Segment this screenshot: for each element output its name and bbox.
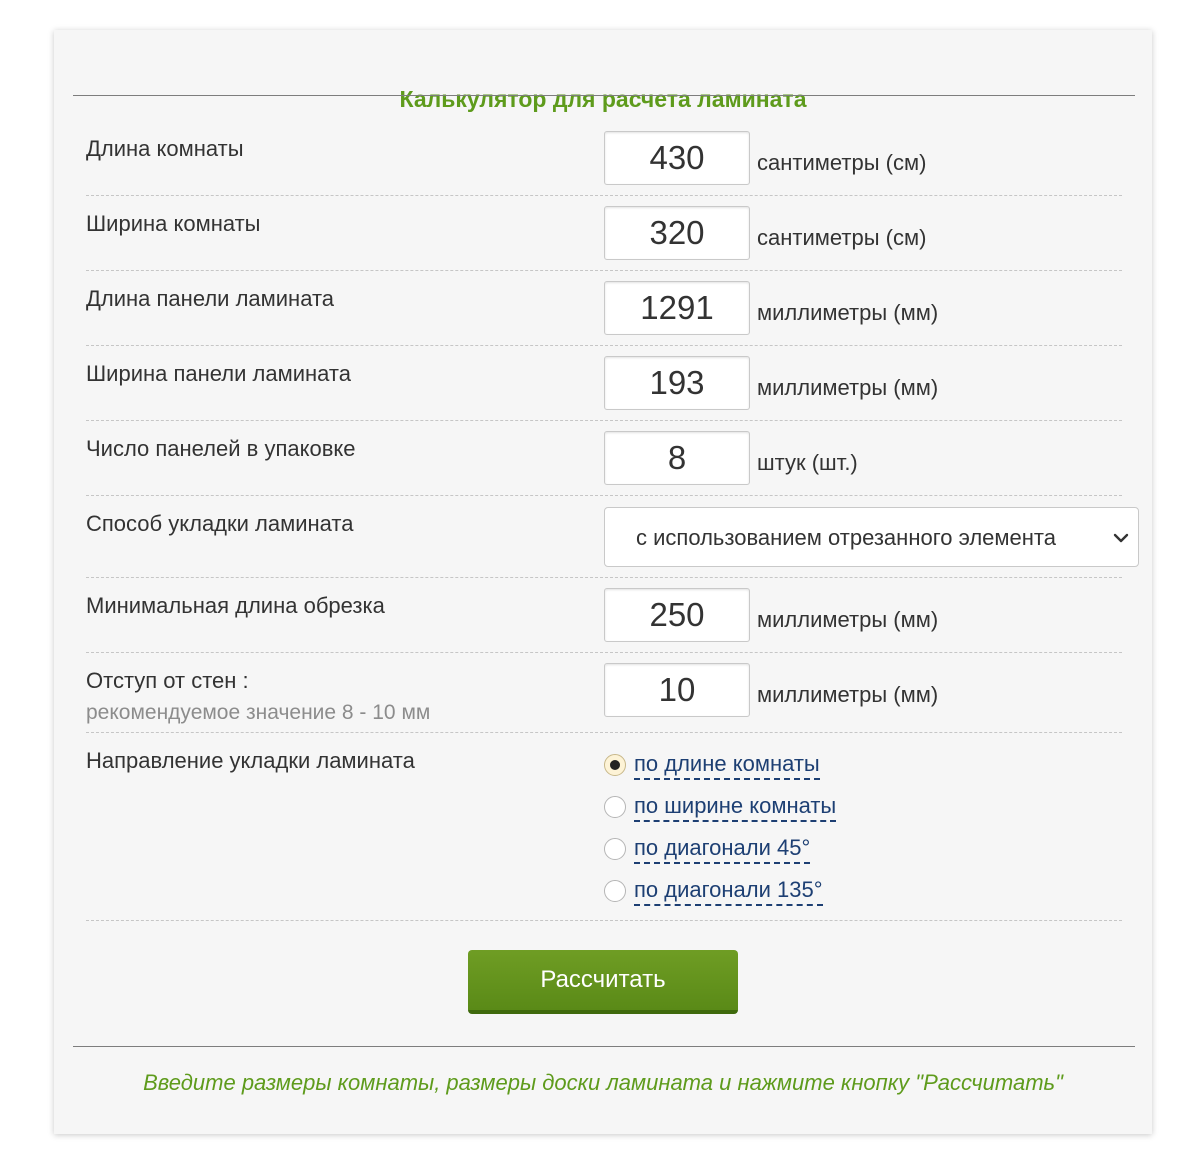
wall-offset-label: Отступ от стен :	[86, 668, 249, 693]
row-panel-width	[86, 350, 1122, 421]
wall-offset-unit: миллиметры (мм)	[757, 682, 939, 707]
row-room-width	[86, 200, 1122, 271]
row-direction	[86, 737, 1122, 921]
min-cut-input[interactable]	[604, 588, 750, 642]
panel-length-label: Длина панели ламината	[86, 286, 335, 311]
radio-label-along-length[interactable]: по длине комнаты	[634, 751, 820, 780]
radio-button-checked[interactable]	[604, 754, 626, 776]
chevron-down-icon	[1112, 529, 1130, 547]
layout-method-select[interactable]	[604, 507, 1139, 567]
calculator-card	[54, 30, 1152, 1134]
radio-label-along-width[interactable]: по ширине комнаты	[634, 793, 836, 822]
panel-length-unit: миллиметры (мм)	[757, 300, 939, 325]
panels-per-pack-unit: штук (шт.)	[757, 450, 858, 475]
room-length-input[interactable]	[604, 131, 750, 185]
room-width-input[interactable]	[604, 206, 750, 260]
wall-offset-input[interactable]	[604, 663, 750, 717]
panels-per-pack-label: Число панелей в упаковке	[86, 436, 356, 461]
min-cut-label: Минимальная длина обрезка	[86, 593, 385, 618]
footer-divider	[73, 1046, 1135, 1047]
row-min-cut	[86, 582, 1122, 653]
layout-method-label: Способ укладки ламината	[86, 511, 354, 536]
room-length-label: Длина комнаты	[86, 136, 244, 161]
min-cut-unit: миллиметры (мм)	[757, 607, 939, 632]
radio-button[interactable]	[604, 796, 626, 818]
instruction-hint: Введите размеры комнаты, размеры доски ламината и нажмите кнопку "Рассчитать"	[143, 1070, 1063, 1095]
radio-label-diagonal-45[interactable]: по диагонали 45°	[634, 835, 810, 864]
row-room-length	[86, 125, 1122, 196]
layout-method-selected: с использованием отрезанного элемента	[636, 525, 1056, 550]
panel-width-input[interactable]	[604, 356, 750, 410]
row-wall-offset	[86, 657, 1122, 733]
panel-length-input[interactable]	[604, 281, 750, 335]
room-width-unit: сантиметры (см)	[757, 225, 927, 250]
title-divider	[73, 95, 1135, 96]
direction-label: Направление укладки ламината	[86, 748, 415, 773]
panel-width-unit: миллиметры (мм)	[757, 375, 939, 400]
calculate-button[interactable]: Рассчитать	[468, 950, 738, 1014]
radio-button[interactable]	[604, 838, 626, 860]
radio-button[interactable]	[604, 880, 626, 902]
calculator-title: Калькулятор для расчета ламината	[399, 86, 807, 112]
row-panel-length	[86, 275, 1122, 346]
wall-offset-hint: рекомендуемое значение 8 - 10 мм	[86, 701, 431, 724]
panel-width-label: Ширина панели ламината	[86, 361, 351, 386]
row-layout-method	[86, 500, 1122, 578]
room-length-unit: сантиметры (см)	[757, 150, 927, 175]
row-panels-per-pack	[86, 425, 1122, 496]
room-width-label: Ширина комнаты	[86, 211, 261, 236]
radio-label-diagonal-135[interactable]: по диагонали 135°	[634, 877, 823, 906]
panels-per-pack-input[interactable]	[604, 431, 750, 485]
